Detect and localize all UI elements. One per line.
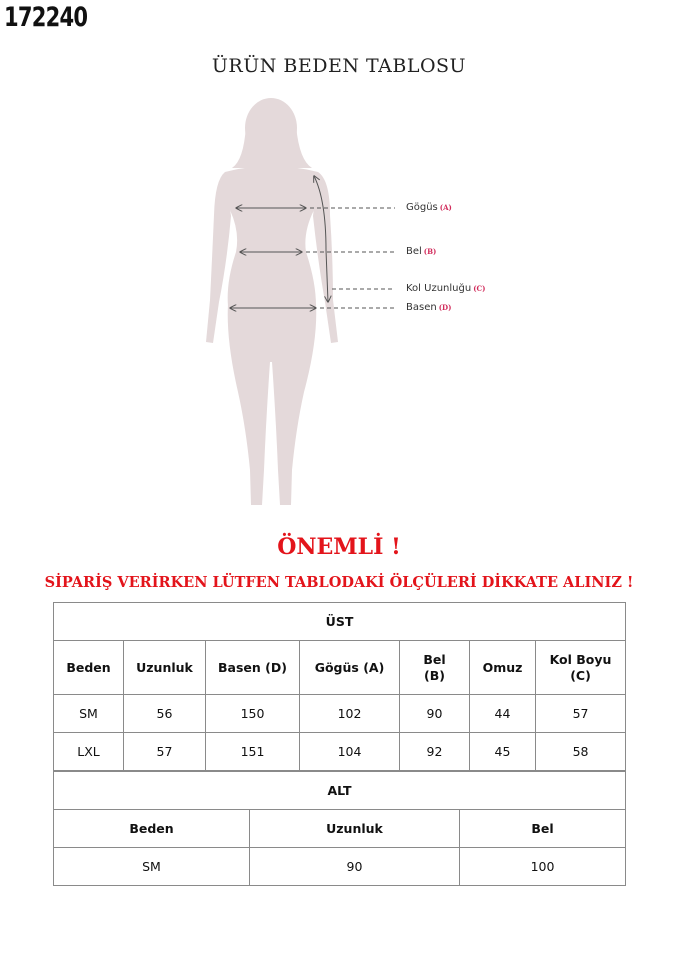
column-header: Uzunluk [124,641,206,695]
table-cell: 57 [536,695,626,733]
table-cell: SM [54,695,124,733]
upper-size-table [53,602,626,771]
measurement-label-chest: Gögüs (A) [406,202,452,213]
measurement-label-sleeve: Kol Uzunluğu (C) [406,283,486,294]
column-header: Beden [54,641,124,695]
table-cell: 90 [400,695,470,733]
table-cell: SM [54,848,250,886]
column-header: Gögüs (A) [300,641,400,695]
table-cell: LXL [54,733,124,771]
table-cell: 44 [470,695,536,733]
warning-text: SİPARİŞ VERİRKEN LÜTFEN TABLODAKİ ÖLÇÜLERİ DİKKATE ALINIZ ! [44,574,634,591]
table-cell: 100 [460,848,626,886]
table-cell: 151 [206,733,300,771]
column-header: Basen (D) [206,641,300,695]
important-heading: ÖNEMLİ ! [277,534,401,560]
section-title-lower: ALT [54,772,626,810]
page-title: ÜRÜN BEDEN TABLOSU [211,55,467,77]
column-header: Beden [54,810,250,848]
table-row [54,733,626,771]
table-row [54,848,626,886]
product-code: 172240 [4,2,88,33]
table-cell: 58 [536,733,626,771]
table-cell: 57 [124,733,206,771]
table-cell: 56 [124,695,206,733]
table-cell: 90 [250,848,460,886]
table-row [54,695,626,733]
measurement-label-waist: Bel (B) [406,246,437,257]
column-header: Uzunluk [250,810,460,848]
lower-size-table [53,771,626,886]
column-header: Bel (B) [400,641,470,695]
table-cell: 150 [206,695,300,733]
section-title-upper: ÜST [54,603,626,641]
column-header: Kol Boyu (C) [536,641,626,695]
measurement-label-hip: Basen (D) [406,302,452,313]
column-header: Bel [460,810,626,848]
table-cell: 92 [400,733,470,771]
table-cell: 45 [470,733,536,771]
column-header: Omuz [470,641,536,695]
woman-silhouette [206,98,338,505]
table-cell: 102 [300,695,400,733]
table-cell: 104 [300,733,400,771]
